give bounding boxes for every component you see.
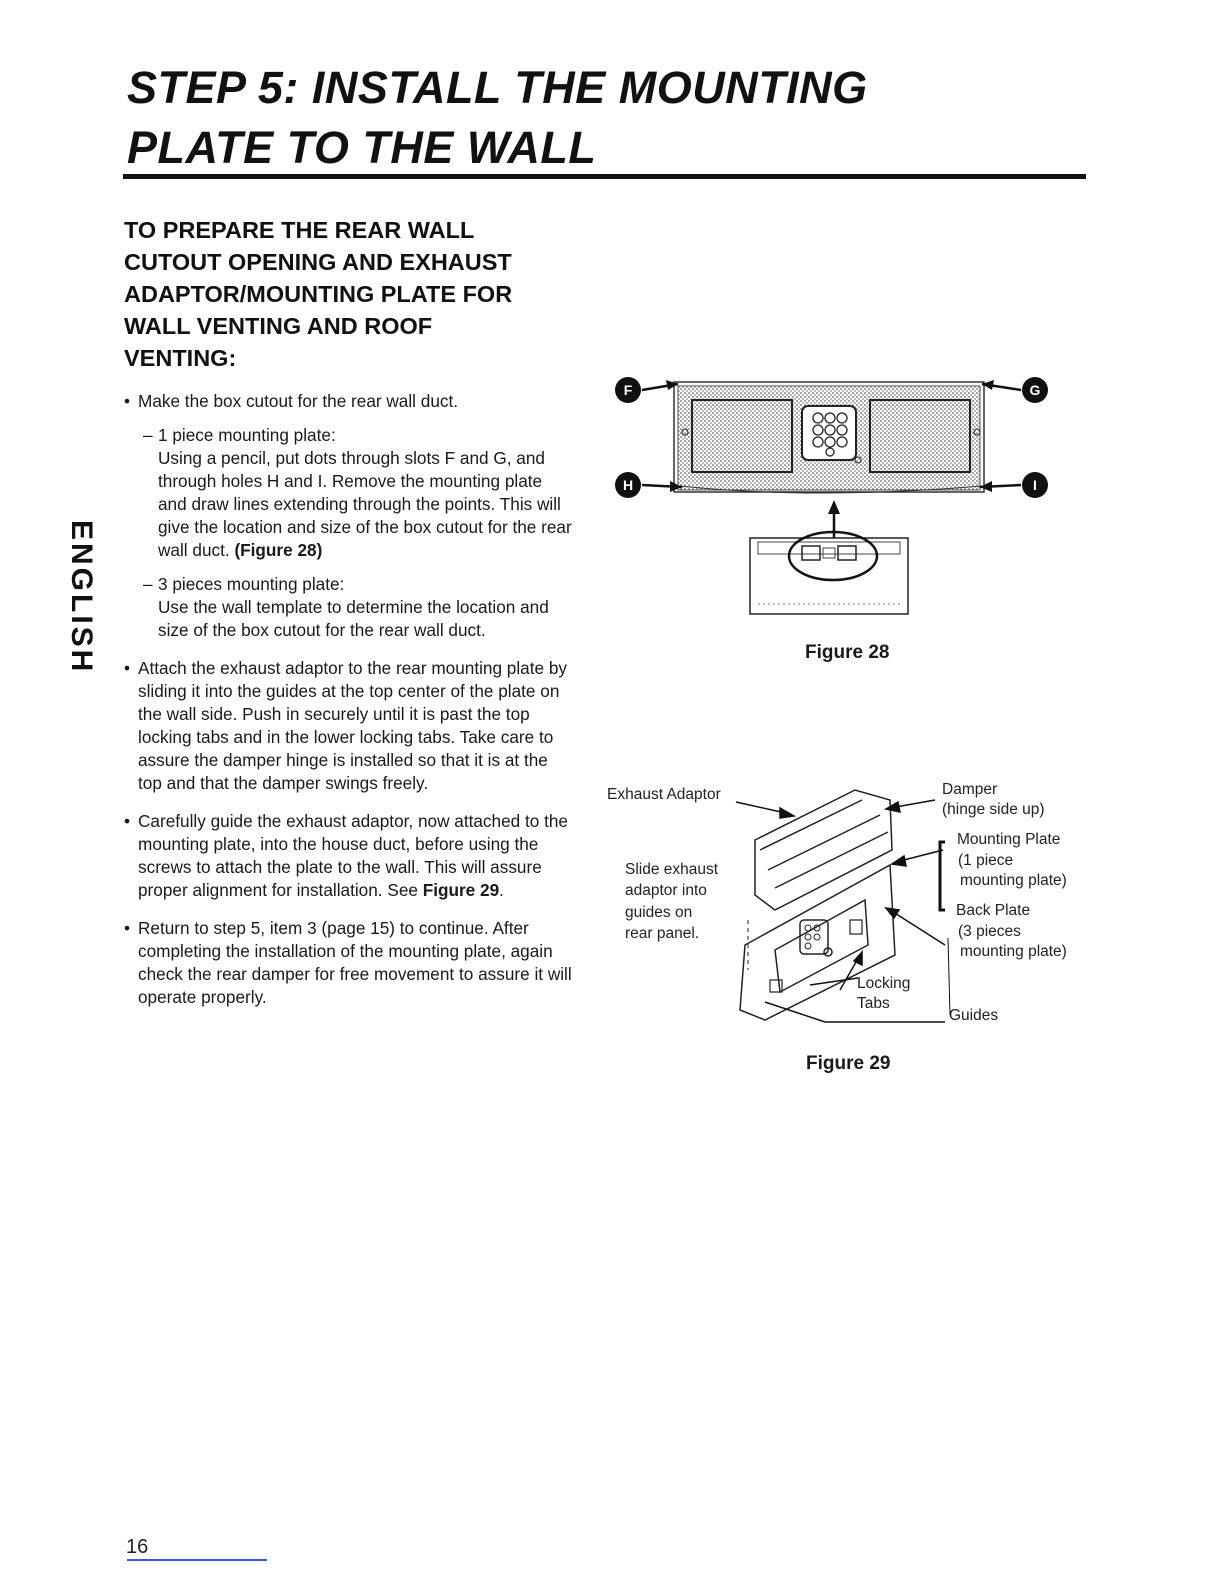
heading-line: CUTOUT OPENING AND EXHAUST	[124, 249, 512, 275]
marker-f-label: F	[623, 382, 633, 398]
sub-text	[158, 447, 574, 562]
figure-29-caption: Figure 29	[806, 1053, 891, 1074]
marker-h-label: H	[622, 477, 634, 493]
sub-item	[124, 573, 574, 642]
heading-line: TO PREPARE THE REAR WALL	[124, 217, 475, 243]
exhaust-adaptor-drawing	[755, 790, 892, 910]
mounting-plate-drawing	[674, 382, 984, 493]
sub-body: Using a pencil, put dots through slots F and G, and through holes H and I. Remove the mounting plate and draw lines extending through the points. This will give the location and size of the box cutout for the rear wall duct.	[158, 448, 572, 560]
bullet-text: Return to step 5, item 3 (page 15) to continue. After completing the installation of the mounting plate, again check the rear damper for free movement to assure it will operate properly.	[138, 918, 572, 1007]
label-back-plate-note: (3 pieces	[958, 923, 1021, 940]
page-number: 16	[126, 1536, 149, 1558]
figure-28-caption: Figure 28	[805, 642, 890, 663]
page-title	[127, 58, 1087, 178]
label-mounting-plate-note: (1 piece	[958, 852, 1014, 869]
figure-28-illustration	[612, 368, 1057, 628]
bullet-dot: •	[124, 918, 131, 938]
label-damper: Damper	[942, 781, 998, 798]
bullet-dot: •	[124, 658, 131, 678]
marker-i-label: I	[1033, 477, 1037, 493]
label-mounting-plate: Mounting Plate	[957, 831, 1061, 848]
small-plate-drawing	[750, 532, 908, 614]
label-guides: Guides	[949, 1007, 999, 1024]
bullet-text: Carefully guide the exhaust adaptor, now attached to the mounting plate, into the house duct, before using the screws to attach the plate to the wall. This will assure proper alignment for installation. See	[138, 811, 568, 900]
bullet-item	[124, 810, 574, 902]
label-locking-tabs: Tabs	[857, 995, 890, 1012]
figure-reference: (Figure 28)	[234, 540, 323, 560]
sub-lead: 3 pieces mounting plate:	[158, 574, 345, 594]
title-rule	[123, 174, 1086, 179]
sub-body: Use the wall template to determine the location and size of the box cutout for the rear wall duct.	[158, 597, 549, 640]
title-line-2: PLATE TO THE WALL	[127, 122, 597, 173]
footer-rule	[127, 1559, 267, 1561]
label-locking-tabs: Locking	[857, 975, 911, 992]
label-mounting-plate-note: mounting plate)	[960, 872, 1067, 889]
heading-line: WALL VENTING AND ROOF	[124, 313, 433, 339]
label-damper-note: (hinge side up)	[942, 801, 1045, 818]
figure-reference: Figure 29	[422, 880, 500, 900]
bullet-dot: •	[124, 391, 131, 411]
bullet-text: Make the box cutout for the rear wall duct.	[138, 391, 459, 411]
bullet-text: Attach the exhaust adaptor to the rear mounting plate by sliding it into the guides at the top center of the plate on the wall side. Push in securely until it is past the top locking tabs and in the lower locking tabs. Take care to assure the damper hinge is installed so that it is at the top and that the damper swings freely.	[138, 658, 568, 793]
heading-line: ADAPTOR/MOUNTING PLATE FOR	[124, 281, 513, 307]
section-heading	[124, 214, 594, 374]
sub-dash: –	[143, 574, 153, 594]
bullet-dot: •	[124, 811, 131, 831]
language-side-tab	[60, 520, 100, 700]
marker-g-label: G	[1029, 382, 1041, 398]
marker-h	[615, 472, 682, 498]
sub-dash: –	[143, 425, 153, 445]
label-slide-exhaust: Slide exhaust	[625, 861, 719, 878]
marker-f	[615, 377, 678, 403]
bullet-item	[124, 657, 574, 795]
label-back-plate: Back Plate	[956, 902, 1031, 919]
sentence-end: .	[499, 880, 504, 900]
label-slide-exhaust: rear panel.	[625, 925, 700, 942]
label-slide-exhaust: guides on	[625, 904, 693, 921]
instructions-body	[124, 390, 574, 1024]
label-slide-exhaust: adaptor into	[625, 882, 707, 899]
side-tab-label: ENGLISH	[65, 520, 98, 675]
bullet-item	[124, 917, 574, 1009]
bullet-item	[124, 390, 574, 413]
label-back-plate-note: mounting plate)	[960, 943, 1067, 960]
title-line-1: STEP 5: INSTALL THE MOUNTING	[127, 62, 868, 113]
label-exhaust-adaptor: Exhaust Adaptor	[607, 786, 721, 803]
heading-line: VENTING:	[124, 345, 237, 371]
sub-lead: 1 piece mounting plate:	[158, 425, 336, 445]
sub-item	[124, 424, 574, 562]
marker-i	[980, 472, 1048, 498]
marker-g	[982, 377, 1048, 403]
